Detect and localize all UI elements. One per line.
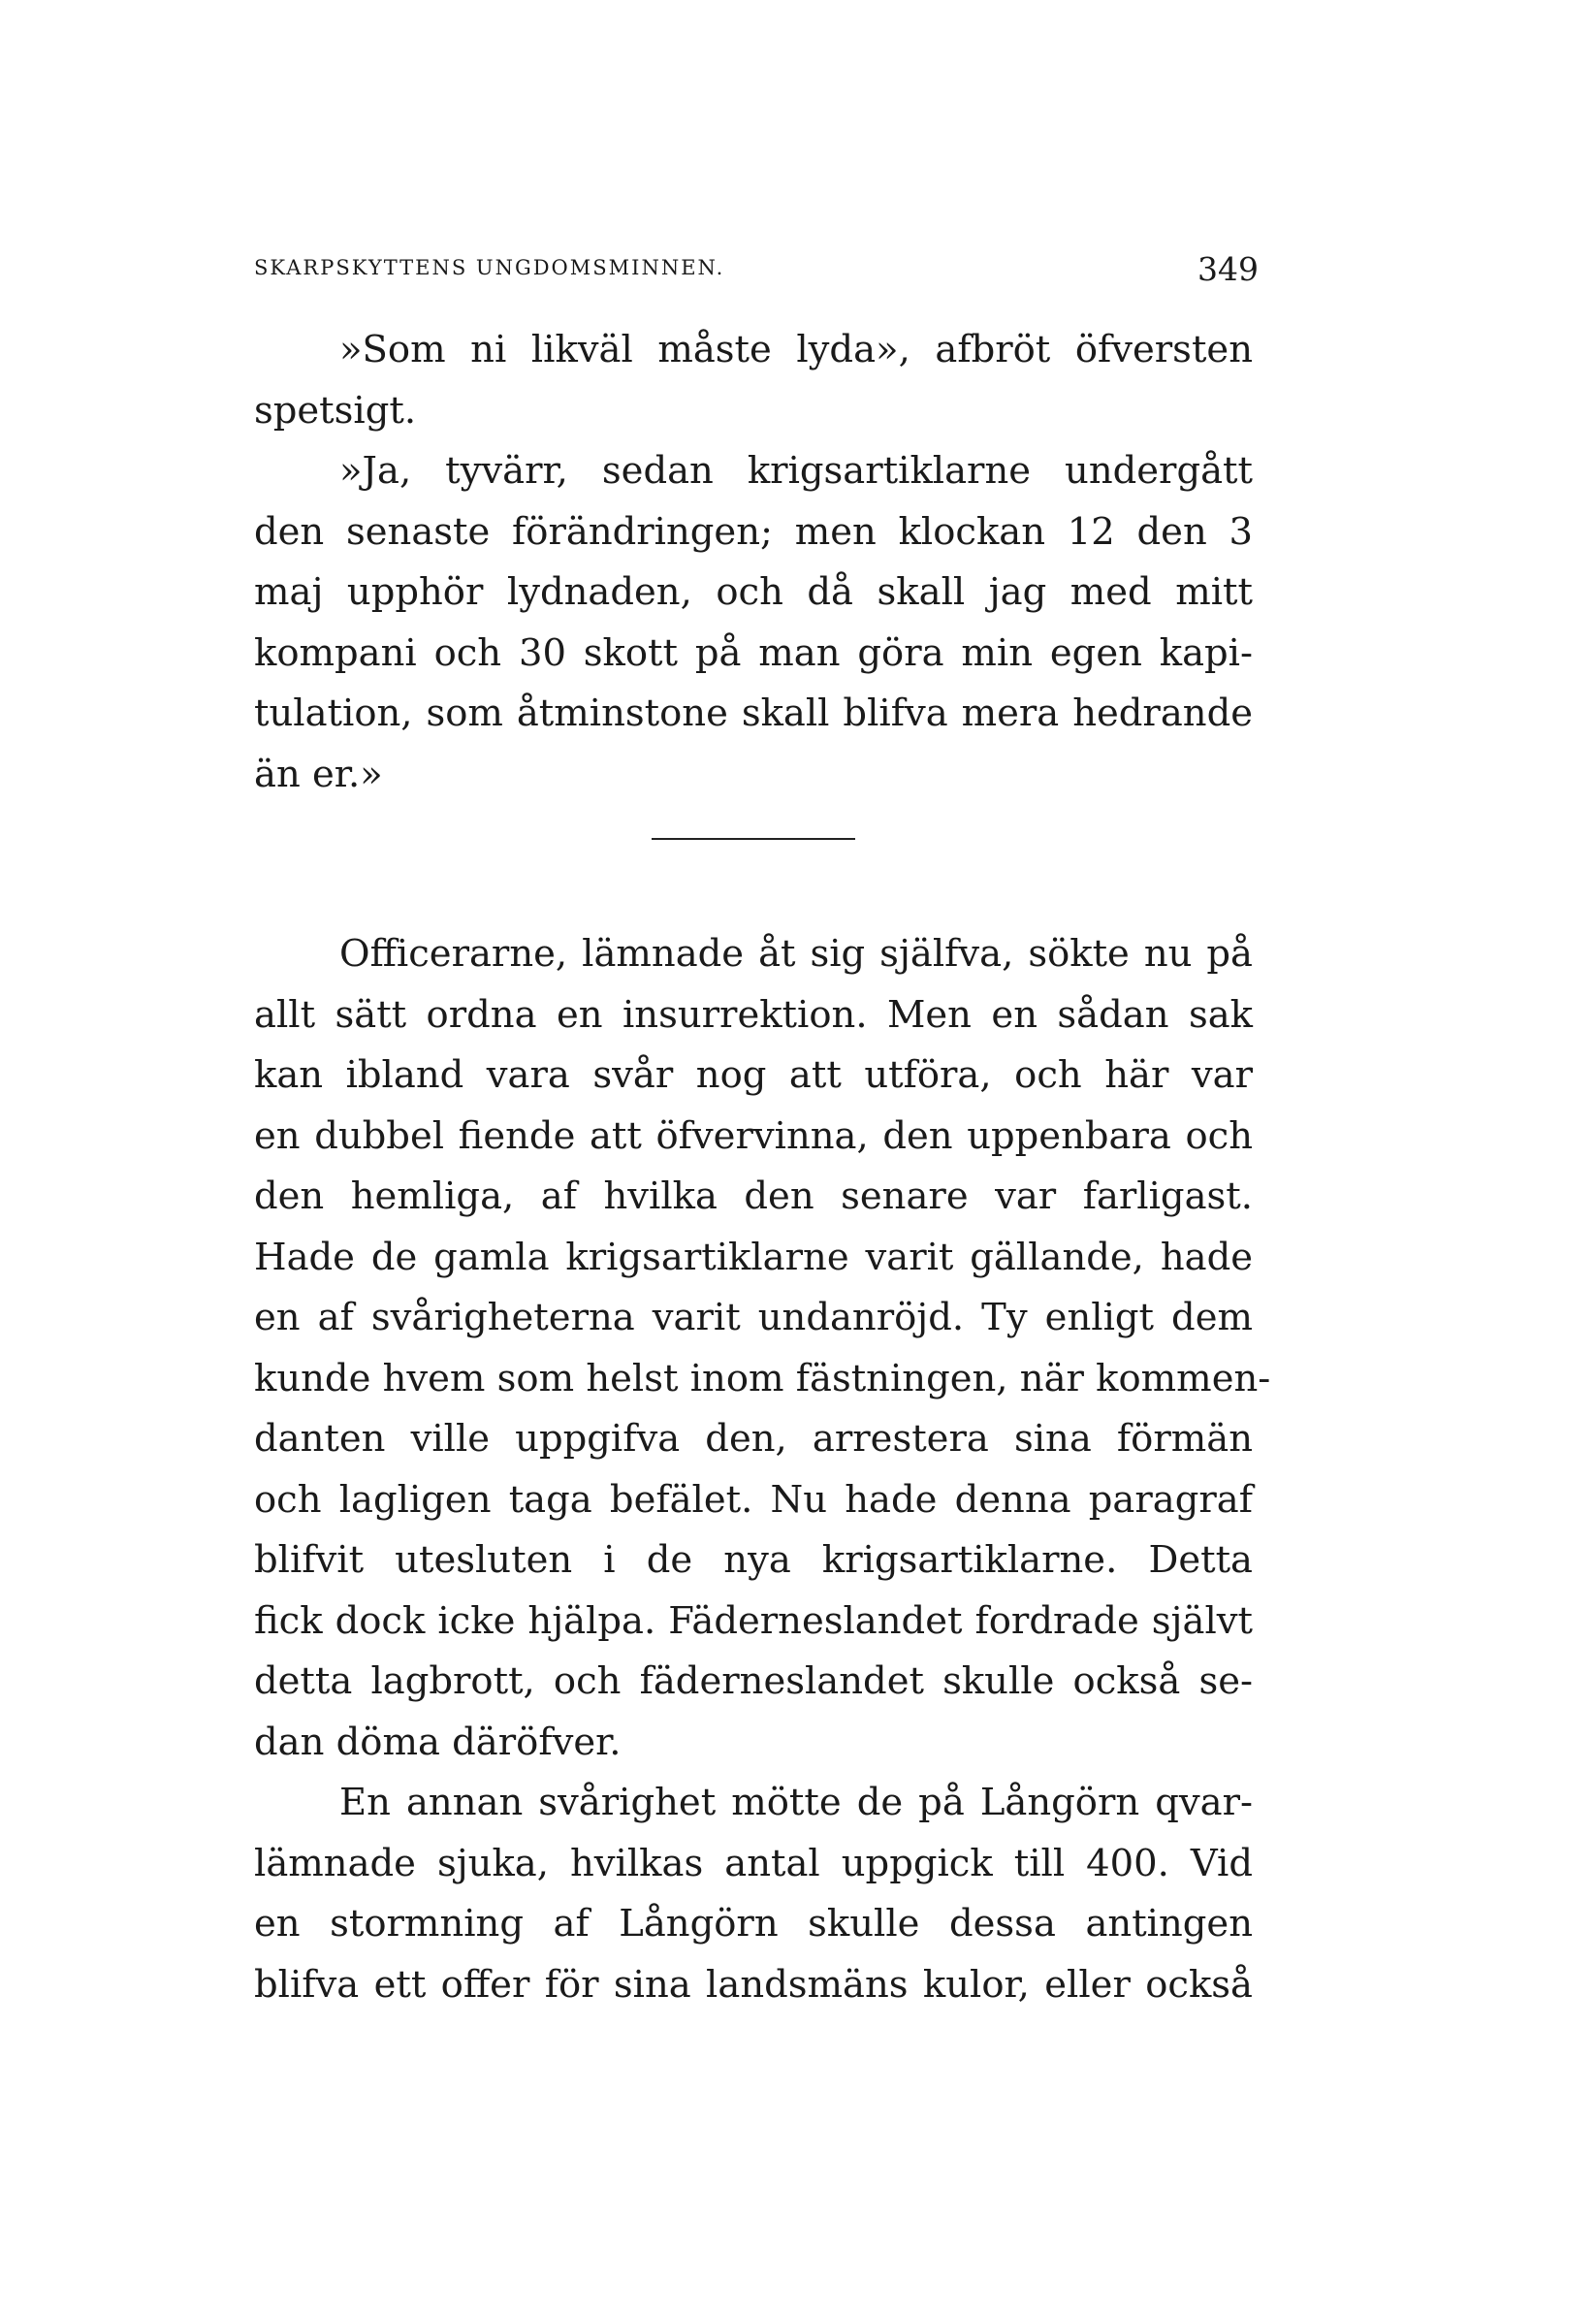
running-title: SKARPSKYTTENS UNGDOMSMINNEN. — [254, 256, 725, 279]
text-line: detta lagbrott, och fäderneslandet skulle också se- — [254, 1659, 1253, 1703]
text-line: fick dock icke hjälpa. Fäderneslandet fordrade självt — [254, 1598, 1253, 1643]
text-line: en dubbel fiende att öfvervinna, den uppenbara och — [254, 1113, 1253, 1158]
text-line: den hemliga, af hvilka den senare var farligast. — [254, 1174, 1253, 1218]
page-header — [254, 250, 1259, 289]
text-line: danten ville uppgifva den, arrestera sina förmän — [254, 1417, 1253, 1461]
text-line: än er.» — [254, 752, 383, 796]
text-line: spetsigt. — [254, 388, 417, 433]
text-line: »Som ni likväl måste lyda», afbröt öfversten — [339, 328, 1253, 371]
text-line: en stormning af Långörn skulle dessa antingen — [254, 1902, 1253, 1946]
text-line: »Ja, tyvärr, sedan krigsartiklarne undergått — [339, 449, 1253, 493]
text-line: blifvit utesluten i de nya krigsartiklarne. Detta — [254, 1538, 1253, 1582]
text-line: En annan svårighet mötte de på Långörn qvar- — [339, 1781, 1253, 1824]
text-line: tulation, som åtminstone skall blifva mera hedrande — [254, 692, 1253, 735]
text-line: en af svårigheterna varit undanröjd. Ty enligt dem — [254, 1296, 1253, 1339]
text-line: den senaste förändringen; men klockan 12 den 3 — [254, 509, 1253, 554]
text-line: kunde hvem som helst inom fästningen, när kommen- — [254, 1356, 1271, 1400]
text-line: blifva ett offer för sina landsmäns kulor, eller också — [254, 1962, 1253, 2007]
text-line: dan döma däröfver. — [254, 1720, 622, 1764]
text-line: kan ibland vara svår nog att utföra, och här var — [254, 1053, 1253, 1097]
dialogue-section — [254, 320, 1253, 805]
text-line: allt sätt ordna en insurrektion. Men en sådan sak — [254, 992, 1253, 1037]
page-number: 349 — [1197, 250, 1259, 288]
text-line: och lagligen taga befälet. Nu hade denna paragraf — [254, 1477, 1253, 1522]
text-line: kompani och 30 skott på man göra min egen kapi- — [254, 630, 1253, 675]
section-divider — [652, 838, 855, 840]
text-line: Officerarne, lämnade åt sig själfva, sökte nu på — [339, 932, 1253, 976]
text-line: Hade de gamla krigsartiklarne varit gällande, hade — [254, 1235, 1253, 1279]
text-line: lämnade sjuka, hvilkas antal uppgick till 400. Vid — [254, 1841, 1253, 1885]
narrative-section — [254, 924, 1271, 2015]
text-line: maj upphör lydnaden, och då skall jag med mitt — [254, 570, 1253, 614]
